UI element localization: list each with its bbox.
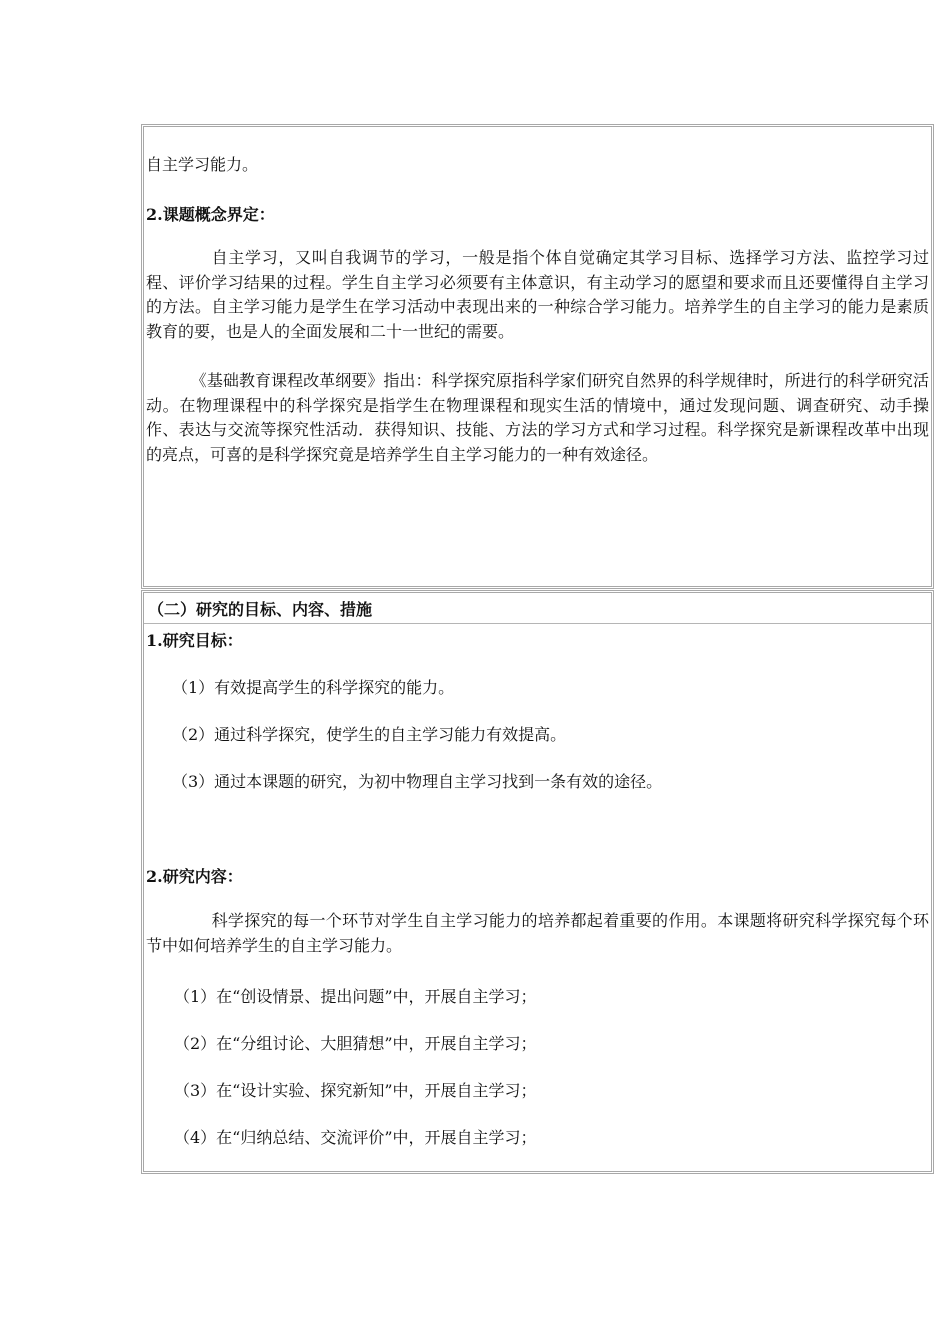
research-content-heading: 2.研究内容： bbox=[146, 867, 243, 886]
table-cell-background bbox=[141, 124, 934, 589]
section-header-title: （二）研究的目标、内容、措施 bbox=[148, 600, 373, 619]
table-cell-research bbox=[141, 590, 934, 1174]
research-goals-heading: 1.研究目标： bbox=[146, 631, 243, 650]
concept-definition-heading: 2.课题概念界定： bbox=[146, 205, 275, 224]
research-goal-item: （1）有效提高学生的科学探究的能力。 bbox=[172, 678, 455, 697]
section-header-row bbox=[144, 593, 931, 624]
research-content-item: （4）在“归纳总结、交流评价”中，开展自主学习； bbox=[174, 1128, 537, 1147]
self-learning-definition-paragraph: 自主学习，又叫自我调节的学习，一般是指个体自觉确定其学习目标、选择学习方法、监控学习过程、评价学习结果的过程。学生自主学习必须要有主体意识，有主动学习的愿望和要求而且还要懂得自主学习的方法。自主学习能力是学生在学习活动中表现出来的一种综合学习能力。培养学生的自主学习的能力是素质教育的要，也是人的全面发展和二十一世纪的需要。 bbox=[146, 248, 929, 341]
research-content-item: （1）在“创设情景、提出问题”中，开展自主学习； bbox=[174, 987, 537, 1006]
research-content-item: （2）在“分组讨论、大胆猜想”中，开展自主学习； bbox=[174, 1034, 537, 1053]
continuation-line: 自主学习能力。 bbox=[146, 155, 259, 174]
research-content-paragraph: 科学探究的每一个环节对学生自主学习能力的培养都起着重要的作用。本课题将研究科学探究每个环节中如何培养学生的自主学习能力。 bbox=[146, 911, 929, 955]
research-content-item: （3）在“设计实验、探究新知”中，开展自主学习； bbox=[174, 1081, 537, 1100]
research-goal-item: （2）通过科学探究，使学生的自主学习能力有效提高。 bbox=[172, 725, 567, 744]
curriculum-reform-paragraph: 《基础教育课程改革纲要》指出：科学探究原指科学家们研究自然界的科学规律时，所进行的科学研究活动。在物理课程中的科学探究是指学生在物理课程和现实生活的情境中，通过发现问题、调查研究、动手操作、表达与交流等探究性活动．获得知识、技能、方法的学习方式和学习过程。科学探究是新课程改革中出现的亮点，可喜的是科学探究竟是培养学生自主学习能力的一种有效途径。 bbox=[146, 371, 929, 464]
research-goal-item: （3）通过本课题的研究，为初中物理自主学习找到一条有效的途径。 bbox=[172, 772, 663, 791]
